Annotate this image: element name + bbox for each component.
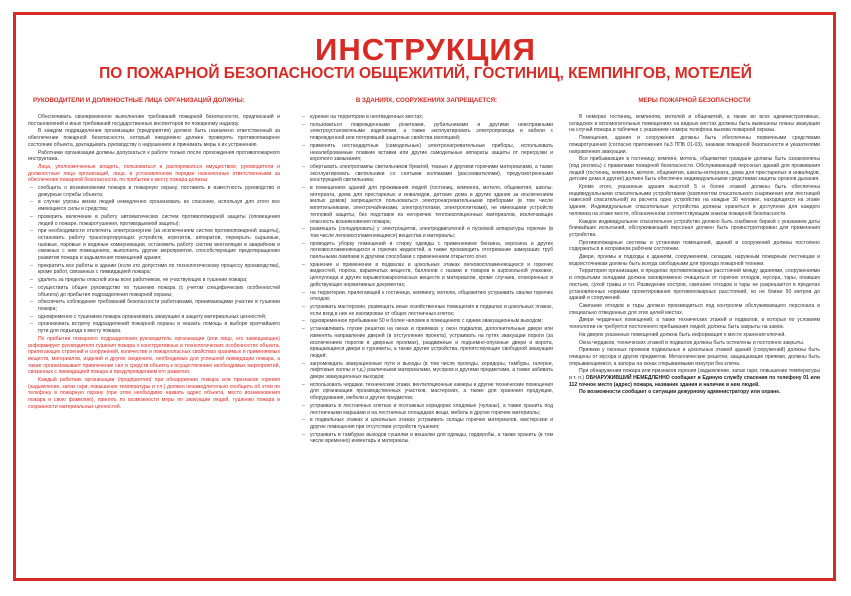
list-item: – на территории, прилегающей к гостинице, кемпингу, мотелю, общежитию устраивать свалки горючих отходов; — [300, 290, 553, 303]
list-item: – применять нестандартные (самодельные) электронагревательные приборы, использовать некалиброванные плавкие вставки или другие самодельные аппараты защиты от перегрузки и короткого замыкания; — [300, 143, 553, 163]
paragraph: Окна чердаков, технических этажей и подвалов должны быть остеклены и постоянно закрыты. — [579, 339, 805, 346]
list-item: – использовать чердаки, технические этажи, вентиляционные камеры и другие технические помещения для организации производственных участков, мастерских, а также для хранения продукции, оборудования, мебели и других предметов; — [300, 382, 553, 402]
paragraph: Приямки у оконных проемов подвальных и цокольных этажей зданий (сооружений) должны быть очищены от мусора и других предметов. Металлические решетки, защищающие приямки, должны быть открывающимися, а запоры на окнах открываемыми изнутри без ключа. — [569, 347, 820, 367]
paragraph: Работники организации должны допускаться к работе только после прохождения противопожарного инструктажа. — [28, 149, 280, 163]
column-prohibited — [300, 97, 553, 446]
fire-report-details: сообщает в Единую службу спасения по телефону 01 или 112 точное место (адрес) пожара, название здания и наличие в нем людей. — [569, 375, 820, 388]
paragraph: Двери чердачных помещений, а также технических этажей и подвалов, в которых по условиям технологии не требуется постоянного пребывания людей, должны быть закрыты на замок. — [569, 317, 820, 331]
poster-subtitle: ПО ПОЖАРНОЙ БЕЗОПАСНОСТИ ОБЩЕЖИТИЙ, ГОСТИНИЦ, КЕМПИНГОВ, МОТЕЛЕЙ — [99, 65, 752, 82]
list-item: – осуществить общее руководство по тушению пожара (с учетом специфических особенностей объекта) до прибытия подразделения пожарной охраны; — [28, 285, 280, 298]
paragraph: Двери, проемы и подходы к зданиям, сооружениям, складам, наружным пожарным лестницам и водоисточникам должны быть всегда свободными для проезда пожарной техники. — [569, 254, 820, 267]
list-item: – обертывать электролампы светильников бумагой, тканью и другими горючими материалами, а также эксплуатировать светильники со снятыми колпаками (рассеивателями), предусмотренными конструкцией светильника; — [300, 164, 553, 184]
paragraph: Территория организации, в пределах противопожарных расстояний между зданиями, сооружениями и открытыми складами должна своевременно очищаться от горючих отходов, мусора, тары, опавших листьев, сухой травы и т.п. Разведение костров, сжигание отходов и тары не разрешается в пределах установленных нормами проектирования противопожарных расстояний, но не ближе 50 метров до зданий и сооружений. — [569, 268, 820, 302]
paragraph: Все прибывающие в гостиницу, кемпинг, мотель, общежитие граждане должны быть ознакомлены (под роспись) с правилами пожарной безопасности. Обслуживающий персонал зданий для проживания людей (гостиниц, кемпинга, мотеля, общежития, школы-интерната, дома для престарелых и инвалидов, детские дома и другие) должен быть обеспечен индивидуальными средствами защиты органов дыхания. — [569, 156, 820, 183]
column-heading: РУКОВОДИТЕЛИ И ДОЛЖНОСТНЫЕ ЛИЦА ОРГАНИЗАЦИЙ ДОЛЖНЫ: — [33, 97, 245, 104]
list-item: – в подвальных этажах и цокольных этажах устраивать склады горючих материалов, мастерские и другие помещения при отсутствии устройств тушения; — [300, 417, 553, 430]
list-item: – устраивать в тамбурах выходов сушилки и вешалки для одежды, гардеробы, а также хранить (в том числе временно) инвентарь и материалы. — [300, 432, 553, 445]
list-item: – одновременное пребывание 50 и более человек в помещениях с одним эвакуационным выходом; — [300, 318, 553, 325]
list-item: – сообщить о возникновении пожара в пожарную охрану, поставить в известность руководство и дежурные службы объекта; — [28, 185, 280, 198]
list-item: – устраивать мастерские, размещать иные хозяйственные помещения в подвалах и цокольных этажах, если вход в них не изолирован от общих лестничных клеток; — [300, 304, 553, 317]
column-heading: МЕРЫ ПОЖАРНОЙ БЕЗОПАСНОСТИ — [638, 97, 751, 104]
list-item: – в помещениях зданий для проживания людей (гостиниц, кемпинга, мотеля, общежития, школы-интерната, дома для престарелых и инвалидов, детские дома и другие здания за исключением жилых домов) запрещается пользоваться электронагревательными приборами (в том числе кипятильниками, электрочайниками, электроутюгами, электроплитками), не имеющими устройств тепловой защиты, без подставок из негорючих теплоизоляционных материалов, исключающих опасность возникновения пожара; — [300, 185, 553, 225]
paragraph: Кроме этого, указанные здания высотой 5 и более этажей должны быть обеспечены индивидуальными спасательными устройствами (комплектом спасательного снаряжения или лестницей навесной спасательной) из расчета одно устройство на каждые 30 человек, находящихся на этаже здания. Индивидуальные спасательные устройства должны храниться в доступном для каждого человека на этаже месте, обозначенном соответствующим знаком пожарной безопасности. — [569, 184, 820, 217]
paragraph-highlight: Лица, уполномоченные владеть, пользоваться и распоряжаться имуществом, руководители и должностные лица организаций, лица, в установленном порядке назначенные ответственными за обеспечение пожарной безопасности, по прибытии к месту пожара должны: — [28, 163, 280, 184]
column-text — [569, 114, 820, 396]
paragraph-highlight: Каждый работник организации (предприятия) при обнаружении пожара или признаков горения (задымление, запах гари, повышение температуры и т.п.) должен незамедлительно сообщить об этом по телефону в пожарную охрану (при этом необходимо назвать адрес объекта, место возникновения пожара и свою фамилию), принять по возможности меры по эвакуации людей, тушению пожара и сохранности материальных ценностей. — [28, 377, 280, 410]
list-item: – курение на территории в неотведенных местах; — [300, 114, 553, 121]
list-item: – в случае угрозы жизни людей немедленно организовать их спасение, используя для этого все имеющиеся силы и средства; — [28, 199, 280, 212]
list-item: – устраивать в лестничных клетках и поэтажных коридорах кладовые (чуланы), а также хранить под лестничными маршами и на лестничных площадках вещи, мебель и другие горючие материалы; — [300, 403, 553, 416]
paragraph: Помещения, здания и сооружения должны быть обеспечены первичными средствами пожаротушения (согласно приложения №3 ППБ 01-03), знаками пожарной безопасности и указателями направления эвакуации. — [569, 135, 820, 155]
paragraph-highlight: По прибытии пожарного подразделения руководитель организации (или лицо, его замещающее) информирует руководителя тушения пожара о конструктивных и технологических особенностях объекта, прилегающих строений и сооружений, количестве и пожароопасных свойствах хранимых и применяемых веществ, материалов, изделий и других сведениях, необходимых для успешной ликвидации пожара, а также организовывает привлечение сил и средств объекта к осуществлению необходимых мероприятий, связанных с ликвидацией пожара и предупреждением его развития. — [28, 335, 280, 376]
list-item: – устанавливать глухие решетки на окнах и приямках у окон подвалов, дополнительные двери или изменять направление дверей (в отступление проекта), устраивать на путях эвакуации пороги (за исключением порогов в дверных проемах), раздвижные и подъемно-опускные двери и ворота, вращающиеся двери и турникеты, а также другие устройства, препятствующие свободной эвакуации людей; — [300, 326, 553, 360]
fire-report-text: При обнаружении пожара или признаков горения (задымление, запах гари, повышение температуры и т. п.) — [569, 368, 820, 382]
paragraph: В каждом подразделении организации (предприятия) должно быть назначено ответственный за обеспечение пожарной безопасности, который ежедневно должен проверять противопожарное состояние объекта, докладывать руководству о нарушениях и принимать меры к их устранению. — [28, 128, 280, 148]
list-item: – хранение и применение в подвалах и цокольных этажах легковоспламеняющихся и горючих жидкостей, пороха, взрывчатых веществ, баллонов с газами и товаров в аэрозольной упаковке, целлулоида и других взрывопожароопасных веществ и материалов, кроме случаев, оговоренных в действующих нормативных документах; — [300, 262, 553, 289]
column-responsibilities — [28, 97, 280, 412]
list-item: – проверить включение в работу автоматических систем противопожарной защиты (оповещения людей о пожаре, пожаротушения, противодымной защиты); — [28, 214, 280, 227]
paragraph: Обеспечивать своевременное выполнение требований пожарной безопасности, предписаний и постановлений и иных требований государственных инспекторов по пожарному надзору. — [28, 114, 280, 127]
fire-report-emphasis: ОБНАРУЖИВШИЙ НЕМЕДЛЕННО — [585, 375, 670, 382]
paragraph: В номерах гостиниц, кемпингов, мотелей и общежитий, а также во всех административных, складских и вспомогательных помещениях на видных местах должны быть вывешены планы эвакуации на случай пожара и таблички с указанием номера телефона вызова пожарной охраны. — [569, 114, 820, 134]
paragraph: Противопожарные системы и установки помещений, зданий и сооружений должны постоянно содержаться в исправном рабочем состоянии. — [569, 239, 820, 253]
paragraph: Сжигание отходов и тары должно производиться под контролем обслуживающего персонала в специально отведенных для этих целей местах. — [569, 302, 820, 316]
list-item: – загромождать эвакуационные пути и выходы (в том числе проходы, коридоры, тамбуры, галереи, лифтовые холлы и т.д.) различными материалами, мусором и другими предметами, а также забивать двери эвакуационных выходов; — [300, 361, 553, 381]
list-item: – размещать (складировать) у электрощитов, электродвигателей и пусковой аппаратуры горючие (в том числе легковоспламеняющиеся) вещества и материалы; — [300, 226, 553, 239]
report-admin-text: По возможности сообщает о ситуации дежурному администратору или охране. — [579, 389, 781, 396]
paragraph: На дверях указанных помещений должна быть информация о месте хранения ключей. — [579, 331, 786, 338]
list-item: – организовать встречу подразделений пожарной охраны и оказать помощь в выборе кратчайшего пути для подъезда к месту пожара. — [28, 321, 280, 334]
list-item: – одновременно с тушением пожара организовать эвакуацию и защиту материальных ценностей; — [28, 314, 280, 321]
paragraph: Каждое индивидуальное спасательное устройство должно быть снабжено биркой с указанием даты ближайших испытаний, обслуживающий персонал должен быть проинструктирован для применения устройства. — [569, 218, 820, 238]
paragraph — [569, 389, 820, 396]
list-item: – обеспечить соблюдение требований безопасности работниками, принимающими участие в тушении пожара; — [28, 299, 280, 312]
column-text — [28, 114, 280, 411]
poster-title: ИНСТРУКЦИЯ — [315, 32, 536, 67]
column-heading: В ЗДАНИЯХ, СООРУЖЕНИЯХ ЗАПРЕЩАЕТСЯ: — [355, 97, 498, 104]
list-item: – пользоваться поврежденными розетками, рубильниками и другими неисправными электроустановочными изделиями, а также эксплуатировать электропровода и кабели с поврежденной или потерявшей защитные свойства изоляцией; — [300, 122, 553, 142]
column-text — [300, 114, 553, 445]
paragraph-fire-report — [569, 368, 820, 388]
list-item: – проводить уборку помещений и стирку одежды с применением бензина, керосина и других легковоспламеняющихся и горючих жидкостей, а также производить отогревание замерзших труб паяльными лампами и другими способами с применением открытого огня; — [300, 241, 553, 261]
column-safety-measures — [569, 97, 820, 397]
list-item: – удалить за пределы опасной зоны всех работников, не участвующих в тушении пожара; — [28, 277, 280, 284]
list-item: – при необходимости отключить электроэнергию (за исключением систем противопожарной защиты), остановить работу транспортирующих устройств, агрегатов, аппаратов, перекрыть сырьевые, газовые, паровые и водяные коммуникации, остановить работу систем вентиляции в аварийном и смежных с ним помещениях, выполнить другие мероприятия, способствующие предотвращению развития пожара и задымления помещений здания; — [28, 228, 280, 262]
list-item: – прекратить все работы в здании (если это допустимо по технологическому процессу производства), кроме работ, связанных с ликвидацией пожара; — [28, 263, 280, 276]
